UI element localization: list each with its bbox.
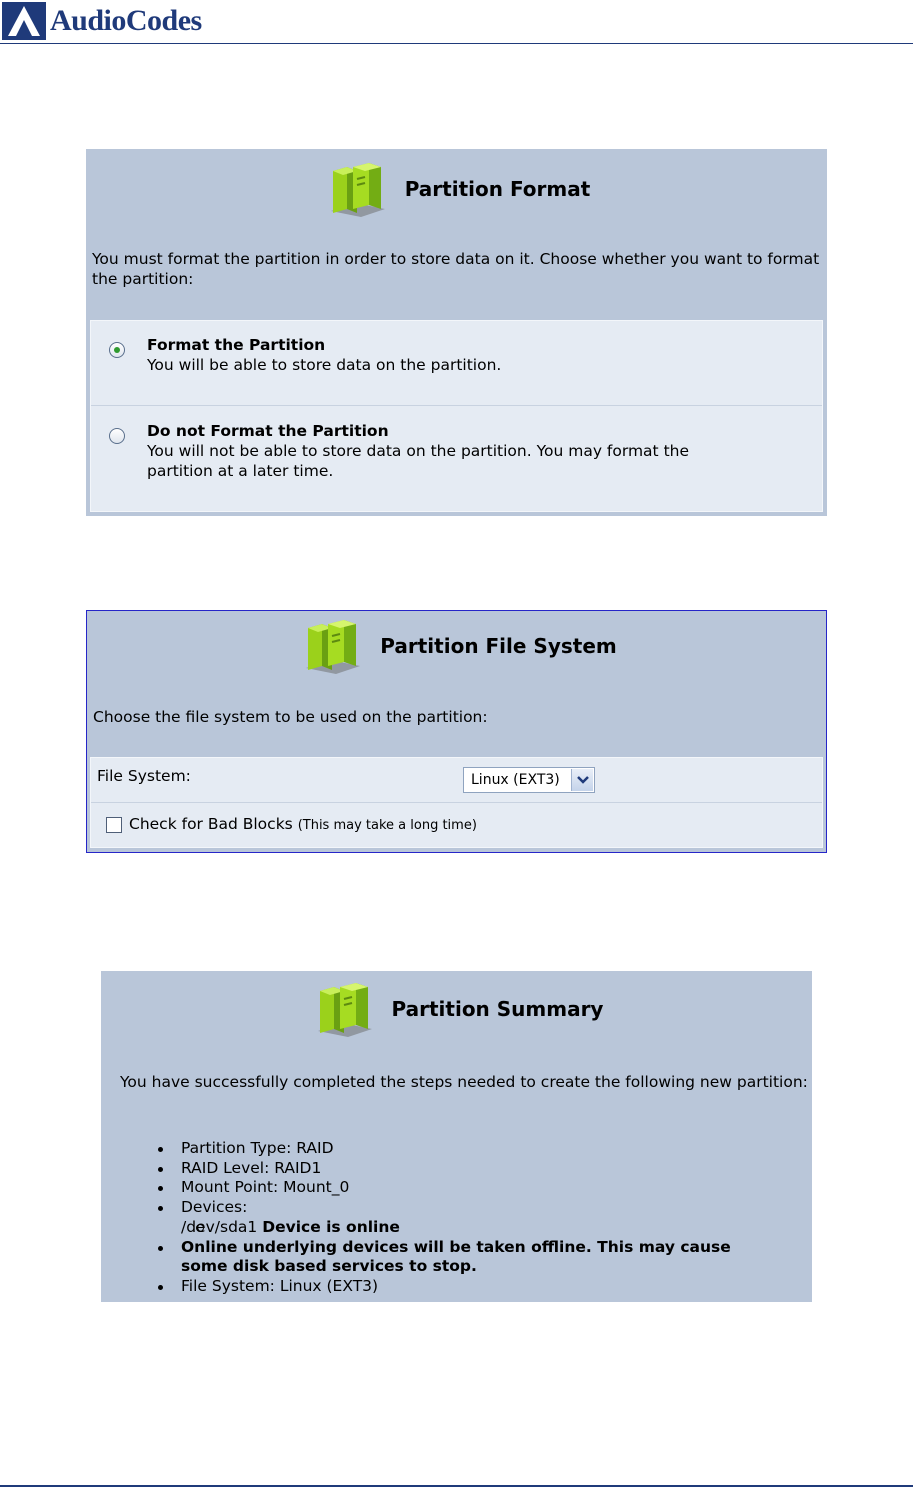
audiocodes-logo-icon xyxy=(2,2,46,40)
list-item: Mount Point: Mount_0 xyxy=(181,1178,731,1198)
file-system-row xyxy=(91,758,822,803)
chevron-down-icon[interactable] xyxy=(571,769,593,791)
option-subtitle: You will be able to store data on the partition. xyxy=(147,356,502,374)
option-title: Format the Partition xyxy=(147,336,326,354)
panel-title: Partition File System xyxy=(380,634,617,658)
file-system-select[interactable] xyxy=(463,767,595,793)
device-status: Device is online xyxy=(262,1217,400,1236)
panel-header xyxy=(86,155,827,223)
header-rule xyxy=(0,43,913,44)
panel-title: Partition Summary xyxy=(391,997,604,1021)
list-item: Devices: xyxy=(181,1198,731,1218)
list-item: RAID Level: RAID1 xyxy=(181,1159,731,1179)
panel-header xyxy=(87,612,828,680)
option-subtitle: partition at a later time. xyxy=(147,462,334,480)
file-system-label: File System: xyxy=(97,767,191,785)
panel-description: You must format the partition in order to store data on it. Choose whether you want to format the partition: xyxy=(92,250,820,288)
list-item: Partition Type: RAID xyxy=(181,1139,731,1159)
bad-blocks-label: Check for Bad Blocks xyxy=(129,815,293,833)
server-icon xyxy=(310,979,380,1039)
device-path: /dev/sda1 xyxy=(181,1217,258,1236)
partition-file-system-panel xyxy=(86,610,827,853)
server-icon xyxy=(298,616,368,676)
file-system-options xyxy=(90,757,823,848)
ring-bullet-icon xyxy=(196,1224,204,1232)
option-subtitle: You will not be able to store data on the partition. You may format the xyxy=(147,442,690,460)
panel-description: You have successfully completed the steps needed to create the following new partition: xyxy=(120,1073,808,1091)
footer-rule xyxy=(0,1485,913,1487)
list-item: File System: Linux (EXT3) xyxy=(181,1277,731,1297)
partition-format-panel xyxy=(86,149,827,516)
panel-title: Partition Format xyxy=(404,177,591,201)
bad-blocks-checkbox[interactable] xyxy=(106,817,122,833)
warning-item: Online underlying devices will be taken offline. This may cause some disk based services to stop. xyxy=(181,1238,731,1277)
option-format[interactable] xyxy=(91,321,822,406)
panel-header xyxy=(101,975,812,1043)
partition-summary-panel xyxy=(101,971,812,1302)
bad-blocks-note: (This may take a long time) xyxy=(297,818,477,833)
summary-list xyxy=(181,1139,731,1297)
format-options xyxy=(90,320,823,512)
brand-name: AudioCodes xyxy=(50,4,202,37)
audiocodes-logo xyxy=(2,2,202,40)
do-not-format-radio[interactable] xyxy=(109,428,125,444)
panel-description: Choose the file system to be used on the partition: xyxy=(93,708,488,726)
format-radio[interactable] xyxy=(109,342,125,358)
file-system-value: Linux (EXT3) xyxy=(471,772,560,788)
device-item xyxy=(181,1218,731,1238)
option-title: Do not Format the Partition xyxy=(147,422,389,440)
option-do-not-format[interactable] xyxy=(91,406,822,510)
bad-blocks-row[interactable] xyxy=(91,803,822,847)
server-icon xyxy=(323,159,393,219)
